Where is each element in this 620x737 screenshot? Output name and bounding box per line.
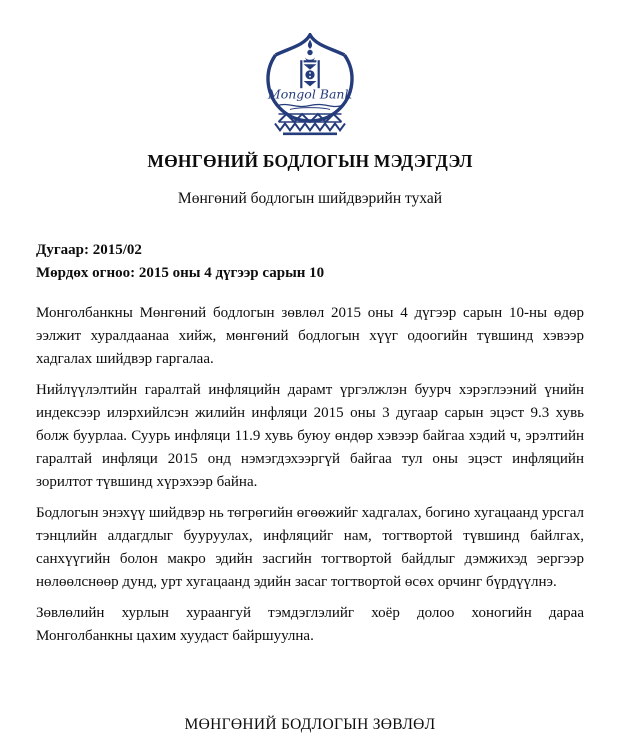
- paragraph-inflation: Нийлүүлэлтийн гаралтай инфляцийн дарамт үргэлжлэн буурч хэрэглээний үнийн индексээр илэрхийлсэн жилийн инфляци 2015 оны 3 дугаар сарын эцэст 9.3 хувь болж буурлаа. Суурь инфляци 11.9 хувь буюу өндөр хэвээр байгаа хэдий ч, эрэлтийн гаралтай инфляци 2015 онд нэмэгдэхээргүй байгаа тул оны эцэст инфляцийн зорилтот түвшинд хүрэхээр байна.: [36, 382, 584, 490]
- document-meta: [36, 239, 584, 285]
- document-date-line: Мөрдөх огноо: 2015 оны 4 дүгээр сарын 10: [36, 265, 325, 281]
- paragraph-minutes: Зөвлөлийн хурлын хураангуй тэмдэглэлийг хоёр долоо хоногийн дараа Монголбанкны цахим хуудаст байршуулна.: [36, 605, 584, 644]
- mongol-bank-logo: [36, 33, 584, 137]
- soyombo-symbol: [300, 40, 320, 89]
- paragraph-decision: Монголбанкны Мөнгөний бодлогын зөвлөл 2015 оны 4 дүгээр сарын 10-ны өдөр ээлжит хуралдаанаа хийж, мөнгөний бодлогын хүүг одоогийн түвшинд хэвээр хадгалах шийдвэр гаргалаа.: [36, 305, 584, 367]
- document-footer: МӨНГӨНИЙ БОДЛОГЫН ЗӨВЛӨЛ: [184, 716, 436, 733]
- logo-script-text: Mongol Bank: [267, 86, 353, 102]
- document-subtitle: Мөнгөний бодлогын шийдвэрийн тухай: [177, 190, 443, 207]
- paragraph-rationale: Бодлогын энэхүү шийдвэр нь төгрөгийн өгөөжийг хадгалах, богино хугацаанд урсгал тэнцлийн алдагдлыг бууруулах, инфляцийг нам, тогтвортой түвшинд байлгах, санхүүгийн болон макро эдийн засгийн тогтвортой байдлыг дэмжихэд эергээр нөлөөлснөөр дунд, урт хугацаанд эдийн засаг тогтвортой өсөх орчинг бүрдүүлнэ.: [36, 505, 585, 590]
- document-title: МӨНГӨНИЙ БОДЛОГЫН МЭДЭГДЭЛ: [147, 151, 473, 171]
- mongol-bank-emblem-graphic: [250, 33, 370, 137]
- document-number-line: Дугаар: 2015/02: [36, 242, 142, 258]
